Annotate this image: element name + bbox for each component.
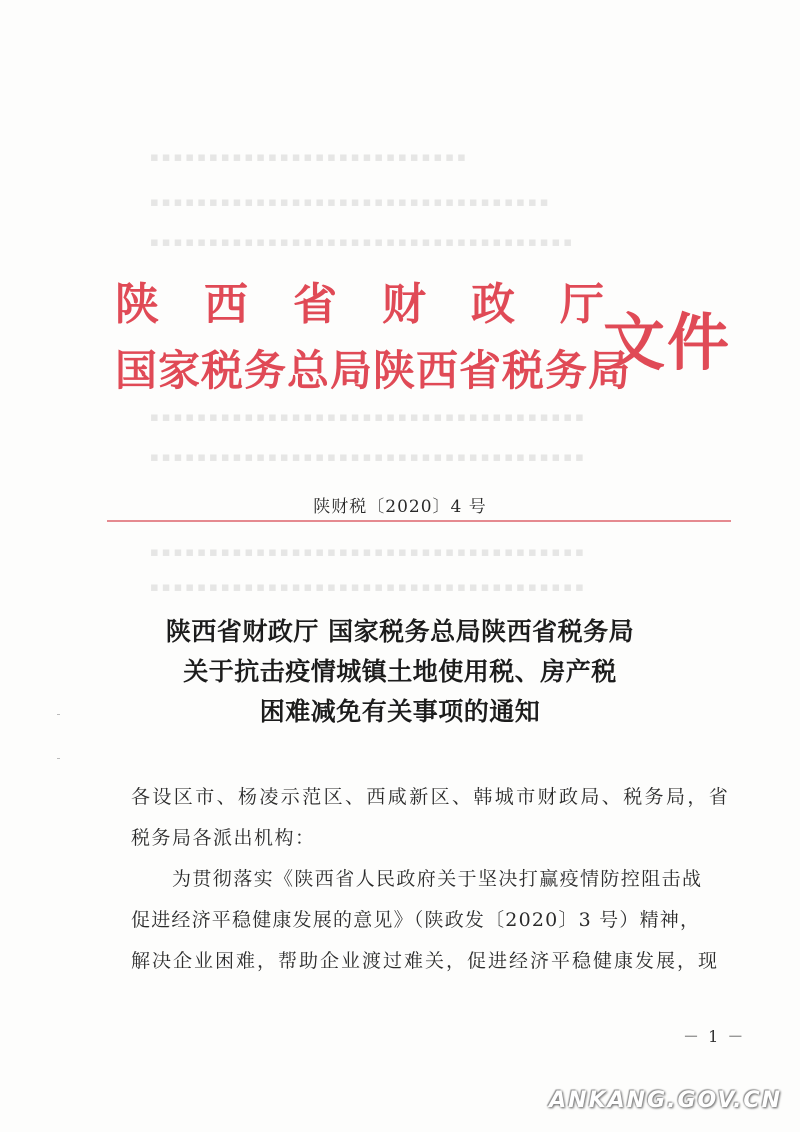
page-number: － 1 －: [683, 1027, 746, 1046]
bleed-through-texture: ▪▪▪▪▪▪▪▪▪▪▪▪▪▪▪▪▪▪▪▪▪▪▪▪▪▪▪▪▪▪▪▪▪▪▪▪: [150, 235, 576, 250]
issuer-line-2: 国家税务总局陕西省税务局: [115, 346, 632, 395]
bleed-through-texture: ▪▪▪▪▪▪▪▪▪▪▪▪▪▪▪▪▪▪▪▪▪▪▪▪▪▪▪: [150, 150, 469, 165]
site-watermark: ANKANG.GOV.CN: [549, 1088, 782, 1113]
title-line-1: 陕西省财政厅 国家税务总局陕西省税务局: [165, 617, 635, 646]
bleed-through-texture: ▪▪▪▪▪▪▪▪▪▪▪▪▪▪▪▪▪▪▪▪▪▪▪▪▪▪▪▪▪▪▪▪▪▪▪▪▪: [150, 410, 587, 425]
bleed-through-texture: ▪▪▪▪▪▪▪▪▪▪▪▪▪▪▪▪▪▪▪▪▪▪▪▪▪▪▪▪▪▪▪▪▪▪▪▪▪: [150, 545, 587, 560]
document-word: 文件: [603, 306, 732, 379]
bleed-through-texture: ▪▪▪▪▪▪▪▪▪▪▪▪▪▪▪▪▪▪▪▪▪▪▪▪▪▪▪▪▪▪▪▪▪▪▪▪▪: [150, 580, 587, 595]
document-number: 陕财税〔2020〕4 号: [313, 497, 487, 517]
margin-mark: [57, 758, 60, 759]
body-line-paragraph-1: 为贯彻落实《陕西省人民政府关于坚决打赢疫情防控阻击战: [172, 868, 703, 890]
body-line-paragraph-2: 促进经济平稳健康发展的意见》（陕政发〔2020〕3 号）精神，: [131, 909, 701, 931]
title-line-3: 困难减免有关事项的通知: [259, 697, 541, 726]
bleed-through-texture: ▪▪▪▪▪▪▪▪▪▪▪▪▪▪▪▪▪▪▪▪▪▪▪▪▪▪▪▪▪▪▪▪▪▪▪▪▪: [150, 450, 587, 465]
body-line-addressees: 各设区市、杨凌示范区、西咸新区、韩城市财政局、税务局，省: [131, 786, 731, 808]
red-divider-line: [107, 520, 731, 522]
bleed-through-texture: ▪▪▪▪▪▪▪▪▪▪▪▪▪▪▪▪▪▪▪▪▪▪▪▪▪▪▪▪▪▪▪▪▪▪: [150, 195, 552, 210]
body-line-addressees-cont: 税务局各派出机构：: [131, 827, 316, 849]
body-line-paragraph-3: 解决企业困难，帮助企业渡过难关，促进经济平稳健康发展，现: [131, 950, 720, 972]
issuer-line-1: 陕西省财政厅: [115, 279, 649, 330]
title-line-2: 关于抗击疫情城镇土地使用税、房产税: [183, 657, 617, 686]
